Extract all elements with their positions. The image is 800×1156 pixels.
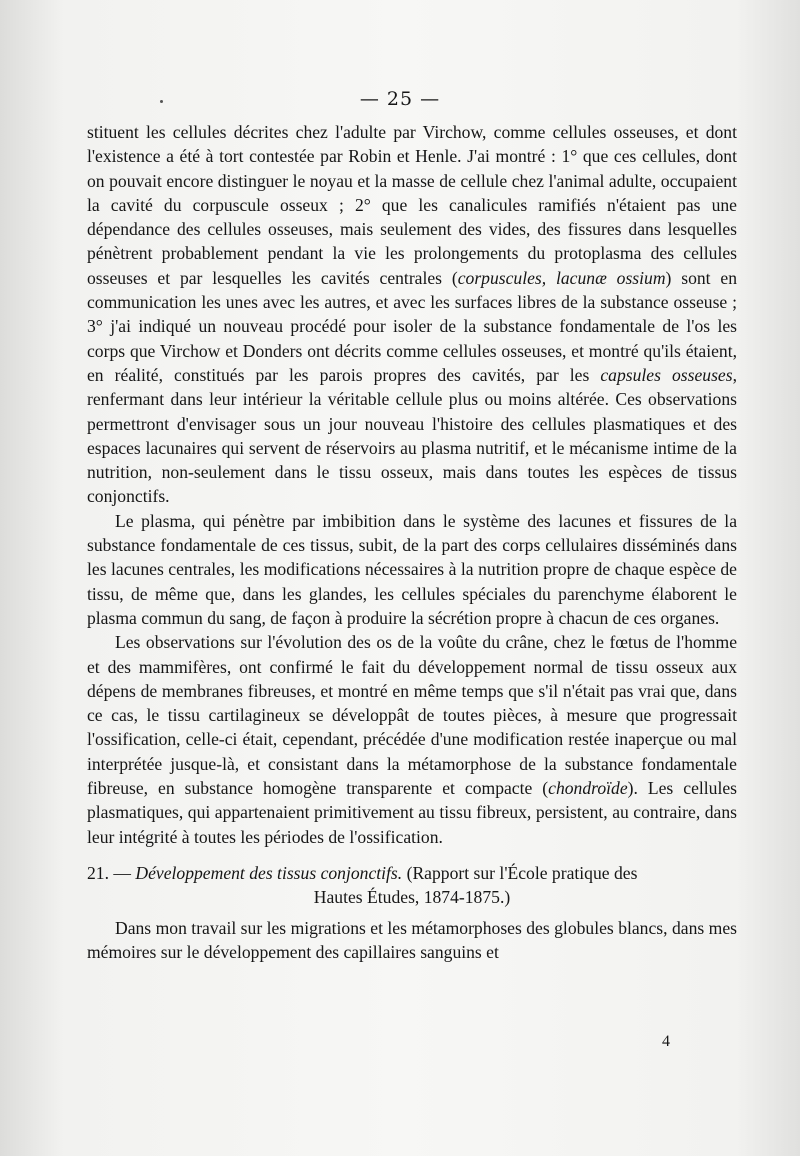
paragraph-4: Dans mon travail sur les migrations et les métamorphoses des globules blancs, dans mes mémoires sur le développement des capillaires sanguins et [87,917,737,962]
paragraph-2: Le plasma, qui pénètre par imbibition dans le système des lacunes et fissures de la substance fondamentale de ces tissus, subit, de la part des corps cellulaires disséminés dans les lacunes centrales, les modifications nécessaires à la nutrition propre de chaque espèce de tissu, de même que, dans les glandes, les cellules spéciales du parenchyme élaborent le plasma commun du sang, de façon à produire la sécrétion propre à chacun de ces organes. [87,510,737,628]
p3-text-b: ). Les cellules plasmatiques, qui appartenaient primitivement au tissu fibreux, persistent, au contraire, dans leur intégrité à toutes les périodes de l'ossification. [87,778,737,847]
p1-italic-b: capsules osseuses [600,364,733,385]
page-body [87,120,737,964]
p1-text-a: stituent les cellules décrites chez l'adulte par Virchow, comme cellules osseuses, et dont l'existence a été à tort contestée par Robin et Henle. J'ai montré : 1° que ces cellules, dont on pouvait encore distinguer le noyau et la masse de cellule chez l'animal adulte, occupaient la cavité du corpuscule osseux ; 2° que les canalicules ramifiés n'étaient pas une dépendance des cellules osseuses, mais seulement des vides, des fissures dans lesquelles pénètrent probablement pendant la vie les prolongements du protoplasma des cellules osseuses et par lesquelles les cavités centrales ( [87,122,737,288]
section-number: 21. — [87,862,136,883]
section-source-line1: (Rapport sur l'École pratique des [402,862,638,883]
section-title: Développement des tissus conjonctifs. [135,862,403,883]
p1-italic-a: corpuscules, lacunæ ossium [457,267,666,288]
p1-text-c: , renfermant dans leur intérieur la véritable cellule plus ou moins altérée. Ces observations permettront d'envisager sous un jour nouveau l'histoire des cellules plasmatiques et des espaces lacunaires qui servent de réservoirs au plasma nutritif, et le mécanisme intime de la nutrition, non-seulement dans le tissu osseux, mais dans toutes les espèces de tissus conjonctifs. [87,364,737,507]
paragraph-1 [87,120,737,509]
section-source-line2: Hautes Études, 1874-1875.) [313,887,511,908]
section-heading [87,861,737,910]
page-number: — 25 — [359,88,441,110]
p3-text-a: Les observations sur l'évolution des os de la voûte du crâne, chez le fœtus de l'homme et des mammifères, ont confirmé le fait du développement normal de tissu osseux aux dépens de membranes fibreuses, et montré en même temps que s'il n'était pas vrai que, dans ce cas, le tissu cartilagineux se développât de toutes pièces, à mesure que progressait l'ossification, celle-ci était, cependant, précédée d'une modification restée inaperçue ou mal interprétée jusque-là, et consistant dans la métamorphose de la substance fondamentale fibreuse, en substance homogène transparente et compacte ( [87,632,737,799]
paragraph-3 [87,630,737,849]
p3-italic: chondroïde [548,778,628,799]
p1-text-b: ) sont en communication les unes avec les autres, et avec les surfaces libres de la substance osseuse ; 3° j'ai indiqué un nouveau procédé pour isoler de la substance fondamentale de l'os les corps que Virchow et Donders ont décrits comme cellules osseuses, et montré qu'ils étaient, en réalité, constitués par les parois propres des cavités, par les [87,267,737,385]
signature-mark: 4 [662,1033,670,1050]
